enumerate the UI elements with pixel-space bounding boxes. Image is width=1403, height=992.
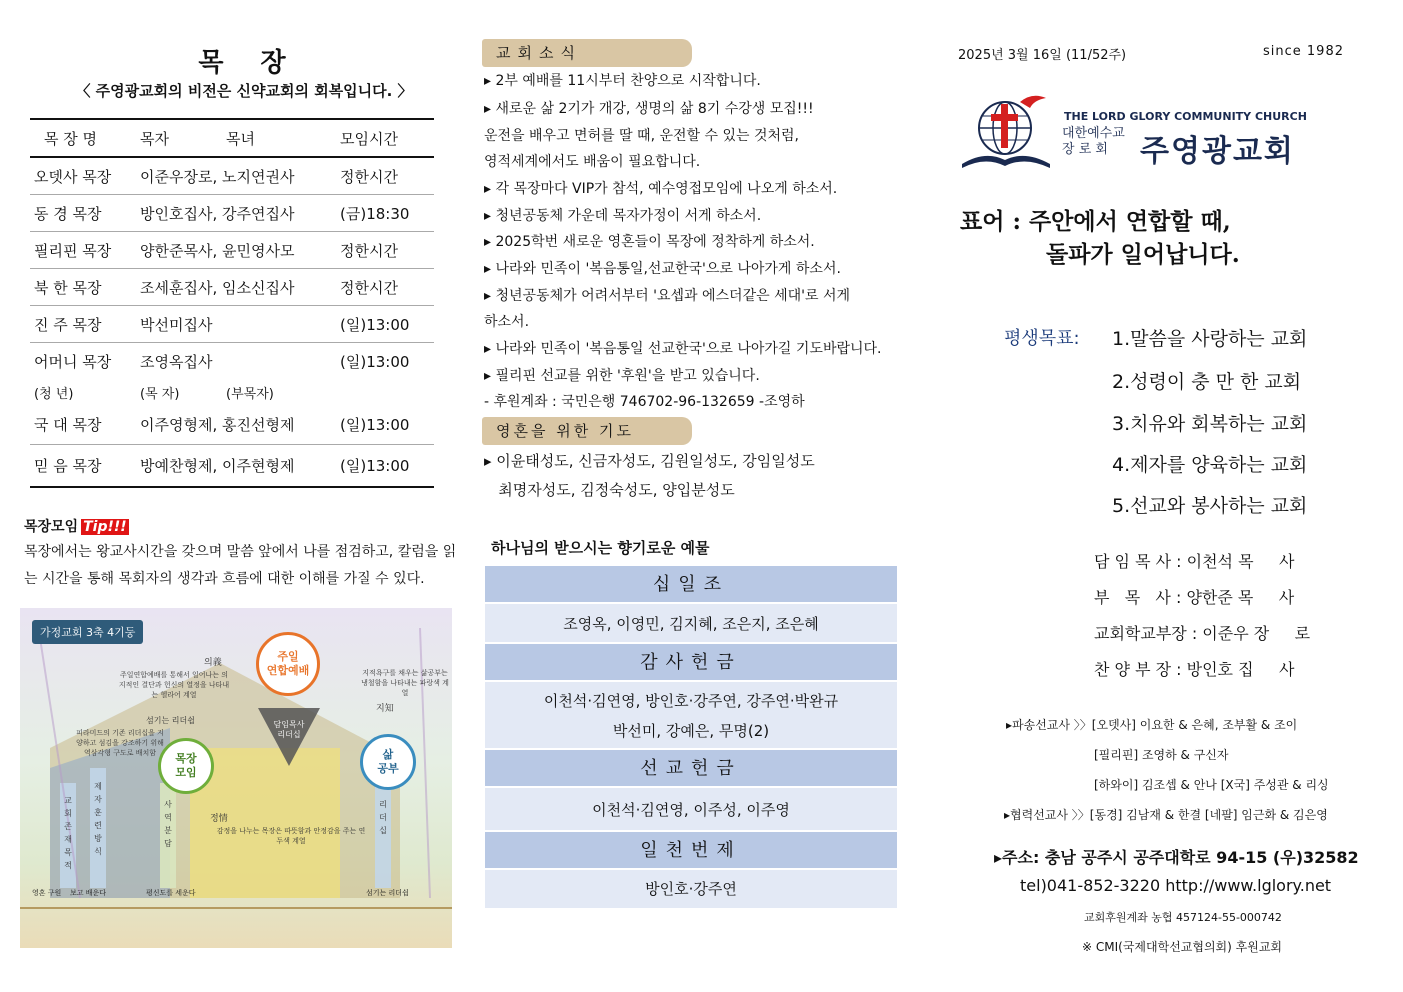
mission-line-4: ▸협력선교사 〉〉[동경] 김남재 & 한결 [네팔] 임근화 & 김은영 — [1004, 808, 1328, 822]
table-row — [30, 445, 434, 486]
goal-item: 4.제자를 양육하는 교회 — [1112, 454, 1308, 476]
since-year: since 1982 — [1263, 44, 1344, 59]
offering-table — [485, 566, 897, 908]
goal-item: 3.치유와 회복하는 교회 — [1112, 413, 1308, 435]
logo-denomination-1: 대한예수교 — [1062, 126, 1125, 141]
label-leadership: 섬기는 리더쉽 — [146, 716, 195, 725]
mokjang-title: 목 장 — [198, 48, 300, 78]
circle-mokjang: 목장 모임 — [158, 738, 214, 794]
news-item: ▸ 2부 예배를 11시부터 찬양으로 시작합니다. — [484, 73, 761, 89]
pillar-leadership: 리더십 — [379, 800, 387, 835]
offering-head-thousand: 일천번제 — [485, 832, 897, 870]
mokjang-table — [30, 118, 434, 488]
youth-leader-labels — [136, 383, 336, 402]
mission-line-1: ▸파송선교사 〉〉[오뎃사] 이요한 & 은혜, 조부활 & 조이 — [1006, 718, 1298, 732]
circle-worship: 주일 연합예배 — [256, 632, 320, 696]
church-vision: 〈 주영광교회의 비전은 신약교회의 회복입니다. 〉 — [75, 82, 413, 100]
mokjang-time: 정한시간 — [340, 167, 398, 186]
church-account: 교회후원계좌 농협 457124-55-000742 — [1084, 911, 1282, 924]
staff-senior-pastor: 담 임 목 사 : 이천석 목 사 — [1094, 552, 1295, 571]
news-item: 영적세계에서도 배움이 필요합니다. — [484, 154, 701, 170]
offering-line: 조영옥, 이영민, 김지혜, 조은지, 조은혜 — [563, 615, 819, 633]
label-jeong: 정情 — [210, 814, 228, 824]
offering-title: 하나님의 받으시는 향기로운 예물 — [491, 539, 710, 557]
news-item: 하소서. — [484, 314, 530, 330]
motto-line-1: 표어 : 주안에서 연합할 때, — [960, 208, 1231, 235]
offering-body-thousand — [485, 870, 897, 908]
staff-associate-pastor: 부 목 사 : 양한준 목 사 — [1094, 588, 1295, 607]
offering-line: 박선미, 강예은, 무명(2) — [612, 722, 770, 740]
mokjang-name: 어머니 목장 — [34, 353, 112, 371]
mokjang-leaders: 방예찬형제, 이주현형제 — [140, 457, 295, 475]
news-item: - 후원계좌 : 국민은행 746702-96-132659 -조영하 — [484, 394, 805, 410]
prayer-line-1: ▸ 이윤태성도, 신금자성도, 김원일성도, 강임일성도 — [484, 452, 815, 470]
logo-english-name: THE LORD GLORY COMMUNITY CHURCH — [1064, 110, 1307, 123]
table-row — [30, 158, 434, 195]
table-row — [30, 269, 434, 306]
prayer-line-2: 최명자성도, 김정숙성도, 양입분성도 — [484, 481, 735, 499]
youth-header-row — [30, 380, 434, 404]
news-item: ▸ 청년공동체가 어려서부터 '요셉과 에스더같은 세대'로 서게 — [484, 288, 851, 304]
news-item: 운전을 배우고 면허를 딸 때, 운전할 수 있는 것처럼, — [484, 128, 799, 144]
pillar-ministry: 사역분담 — [164, 800, 172, 848]
bottom-label-1: 영혼 구원 — [32, 889, 62, 897]
mokjang-leaders: 이주영형제, 홍진선형제 — [140, 415, 295, 434]
mokjang-name: 믿 음 목장 — [34, 457, 102, 475]
mokjang-leaders: 방인호집사, 강주연집사 — [140, 204, 295, 223]
news-item: ▸ 청년공동체 가운데 목자가정이 서게 하소서. — [484, 208, 762, 224]
news-item: ▸ 나라와 민족이 '복음통일,선교한국'으로 나아가게 하소서. — [484, 261, 841, 277]
offering-head-mission: 선교헌금 — [485, 750, 897, 788]
mokjang-name: 오뎃사 목장 — [34, 167, 112, 186]
text-study: 지적욕구를 채우는 삶공부는 냉철함을 나타내는 파랑색 계열 — [361, 669, 449, 697]
text-worship: 주일연합예배를 통해서 일어나는 의지적인 결단과 헌신의 열정을 나타내는 헬라어 계열 — [118, 671, 230, 699]
bottom-label-2: 보고 배운다 — [70, 889, 107, 897]
tip-title: 목장모임 — [24, 519, 79, 535]
table-row — [30, 343, 434, 380]
pillar-purpose: 교회존재목적 — [64, 796, 72, 870]
motto-line-2: 돌파가 일어납니다. — [1046, 241, 1240, 268]
youth-mokja-label: (목 자) — [140, 386, 180, 402]
table-row — [30, 404, 434, 445]
offering-line: 방인호·강주연 — [645, 880, 737, 898]
news-item: ▸ 2025학번 새로운 영혼들이 목장에 정착하게 하소서. — [484, 234, 815, 250]
header-time: 모임시간 — [340, 129, 398, 148]
header-mongnyeo: 목녀 — [226, 129, 255, 148]
logo-denomination — [1062, 126, 1125, 158]
illustration-badge: 가정교회 3축 4기둥 — [32, 620, 143, 644]
table-row — [30, 232, 434, 269]
news-item: ▸ 필리핀 선교를 위한 '후원'을 받고 있습니다. — [484, 368, 760, 384]
news-item: ▸ 나라와 민족이 '복음통일 선교한국'으로 나아가길 기도바랍니다. — [484, 341, 882, 357]
mokjang-time: (일)13:00 — [340, 457, 410, 475]
mission-line-2: [필리핀] 조영하 & 구신자 — [1094, 748, 1229, 762]
header-mokjang-name: 목 장 명 — [44, 129, 98, 148]
bottom-label-4: 섬기는 리더쉽 — [366, 889, 409, 897]
mokjang-time: (일)13:00 — [340, 353, 410, 371]
table-header-row — [30, 120, 434, 158]
goal-item: 5.선교와 봉사하는 교회 — [1112, 495, 1308, 517]
table-row — [30, 195, 434, 232]
mokjang-leaders: 조영옥집사 — [140, 353, 213, 371]
church-contact: tel)041-852-3220 http://www.lglory.net — [1020, 876, 1332, 895]
goals-label: 평생목표: — [1004, 328, 1080, 349]
label-ui: 의義 — [204, 658, 222, 668]
house-church-illustration — [20, 608, 452, 948]
mokjang-leaders: 조세훈집사, 임소신집사 — [140, 278, 295, 297]
tip-badge: Tip!!! — [83, 519, 127, 535]
mokjang-name: 진 주 목장 — [34, 315, 102, 334]
offering-head-thanks: 감사헌금 — [485, 644, 897, 682]
mokjang-leaders: 이준우장로, 노지연권사 — [140, 167, 295, 186]
mokjang-leaders: 박선미집사 — [140, 315, 213, 334]
offering-line: 이천석·김연영, 방인호·강주연, 강주연·박완규 — [543, 692, 839, 710]
offering-head-tithe: 십일조 — [485, 566, 897, 604]
offering-body-tithe — [485, 604, 897, 644]
offering-body-mission — [485, 788, 897, 832]
staff-school-head: 교회학교부장 : 이준우 장 로 — [1094, 624, 1311, 643]
goal-item: 2.성령이 충 만 한 교회 — [1112, 371, 1302, 393]
church-logo-icon — [960, 90, 1060, 170]
youth-bumokja-label: (부목자) — [226, 386, 274, 402]
logo-church-name: 주영광교회 — [1140, 134, 1295, 169]
text-leadership: 피라미드의 기존 리더십을 지양하고 섬김을 강조하기 위해 역삼각형 구도로 배치함 — [76, 729, 164, 757]
tip-heading — [24, 516, 129, 536]
mission-line-3: [하와이] 김조셉 & 안나 [X국] 주성관 & 리싱 — [1094, 778, 1329, 792]
bottom-label-3: 평신도를 세운다 — [146, 889, 196, 897]
news-item: ▸ 각 목장마다 VIP가 참석, 예수영접모임에 나오게 하소서. — [484, 181, 838, 197]
bulletin-date: 2025년 3월 16일 (11/52주) — [958, 48, 1127, 63]
mokjang-leaders: 양한준목사, 윤민영사모 — [140, 241, 295, 260]
header-mokja: 목자 — [140, 129, 169, 148]
news-item: ▸ 새로운 삶 2기가 개강, 생명의 삶 8기 수강생 모집!!! — [484, 101, 814, 117]
pillar-training: 제자훈련방식 — [94, 782, 102, 856]
mokjang-time: 정한시간 — [340, 241, 398, 260]
mokjang-time: (금)18:30 — [340, 204, 410, 223]
mokjang-time: (일)13:00 — [340, 415, 410, 434]
header-leaders — [136, 128, 336, 149]
church-address: ▸주소: 충남 공주시 공주대학로 94-15 (우)32582 — [994, 848, 1359, 867]
news-banner: 교회소식 — [482, 39, 692, 67]
prayer-banner: 영혼을 위한 기도 — [482, 417, 692, 445]
triangle-label: 담임목사 리더십 — [273, 720, 305, 739]
goal-item: 1.말씀을 사랑하는 교회 — [1112, 328, 1308, 350]
mokjang-name: 필리핀 목장 — [34, 241, 112, 260]
label-ji: 지知 — [376, 704, 394, 714]
mokjang-name: 동 경 목장 — [34, 204, 102, 223]
tip-text: 목장에서는 왕교사시간을 갖으며 말씀 앞에서 나를 점검하고, 칼럼을 읽는 시간을 통해 목회자의 생각과 흐름에 대한 이해를 가질 수 있다. — [24, 544, 457, 587]
staff-worship-head: 찬 양 부 장 : 방인호 집 사 — [1094, 660, 1295, 679]
logo-denomination-2: 장 로 회 — [1062, 142, 1108, 157]
table-row — [30, 306, 434, 343]
youth-label: (청 년) — [34, 386, 74, 402]
mokjang-name: 북 한 목장 — [34, 278, 102, 297]
mokjang-time: (일)13:00 — [340, 315, 410, 334]
cmi-note: ※ CMI(국제대학선교협의회) 후원교회 — [1082, 940, 1283, 954]
offering-line: 이천석·김연영, 이주성, 이주영 — [592, 801, 790, 819]
mokjang-time: 정한시간 — [340, 278, 398, 297]
text-mokjang: 감정을 나누는 목장은 따뜻함과 안정감을 주는 연두색 계열 — [216, 827, 366, 845]
offering-body-thanks — [485, 682, 897, 750]
circle-study: 삶 공부 — [360, 734, 416, 790]
mokjang-name: 국 대 목장 — [34, 415, 102, 434]
